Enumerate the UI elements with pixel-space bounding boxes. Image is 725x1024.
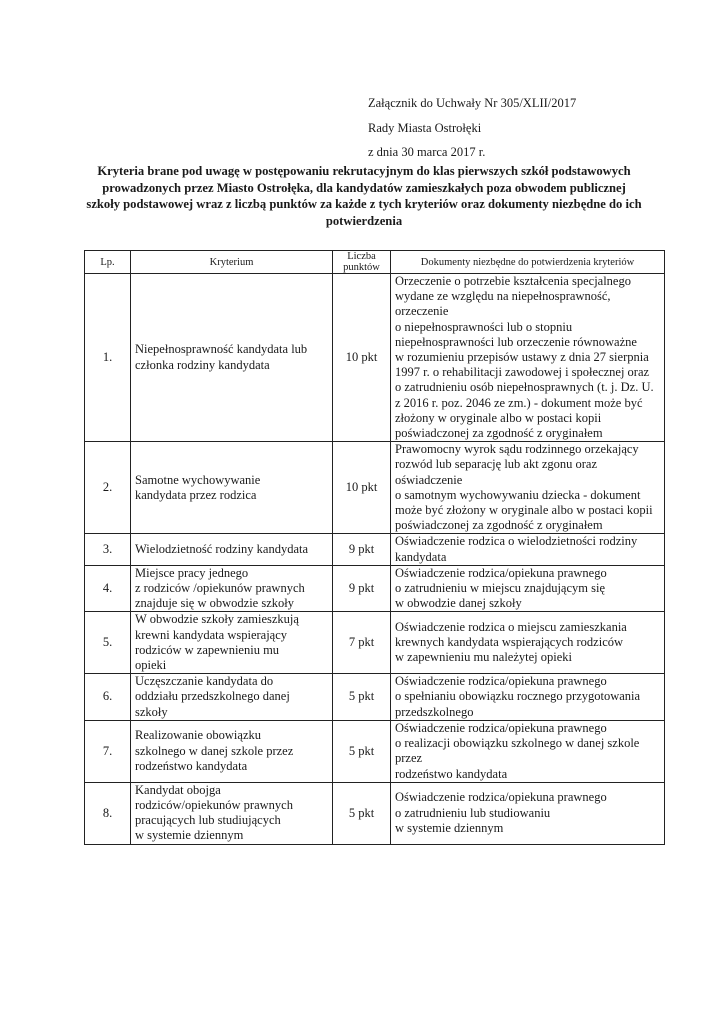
row-points: 9 pkt xyxy=(333,565,391,612)
header-documents: Dokumenty niezbędne do potwierdzenia kryteriów xyxy=(391,251,665,274)
row-criterion: Realizowanie obowiązku szkolnego w danej szkole przez rodzeństwo kandydata xyxy=(131,720,333,782)
criteria-table xyxy=(84,250,665,845)
table-row xyxy=(85,442,665,534)
row-number: 7. xyxy=(85,720,131,782)
row-criterion: Kandydat obojga rodziców/opiekunów prawnych pracujących lub studiujących w systemie dziennym xyxy=(131,782,333,844)
table-row xyxy=(85,674,665,721)
row-criterion: W obwodzie szkoły zamieszkują krewni kandydata wspierający rodziców w zapewnieniu mu opieki xyxy=(131,612,333,674)
row-points: 5 pkt xyxy=(333,720,391,782)
row-points: 9 pkt xyxy=(333,534,391,565)
row-number: 6. xyxy=(85,674,131,721)
table-row xyxy=(85,720,665,782)
document-title: Kryteria brane pod uwagę w postępowaniu rekrutacyjnym do klas pierwszych szkół podstawowych prowadzonych przez Miasto Ostrołęka, dla kandydatów zamieszkałych poza obwodem publicznej szkoły podstawowej wraz z liczbą punktów za każde z tych kryteriów oraz dokumenty niezbędne do ich potwierdzenia xyxy=(86,164,642,228)
row-criterion: Wielodzietność rodziny kandydata xyxy=(131,534,333,565)
row-points: 10 pkt xyxy=(333,442,391,534)
header-points: Liczba punktów xyxy=(333,251,391,274)
row-documents: Oświadczenie rodzica/opiekuna prawnego o zatrudnieniu lub studiowaniu w systemie dziennym xyxy=(391,782,665,844)
row-documents: Oświadczenie rodzica o miejscu zamieszkania krewnych kandydata wspierających rodziców w zapewnieniu mu należytej opieki xyxy=(391,612,665,674)
date-line: z dnia 30 marca 2017 r. xyxy=(368,145,486,159)
council-line: Rady Miasta Ostrołęki xyxy=(368,121,482,135)
row-documents: Orzeczenie o potrzebie kształcenia specjalnego wydane ze względu na niepełnosprawność, orzeczenie o niepełnosprawności lub o stopniu niepełnosprawności lub orzeczenie równoważne w rozumieniu przepisów ustawy z dnia 27 sierpnia 1997 r. o rehabilitacji zawodowej i społecznej oraz o zatrudnieniu osób niepełnosprawnych (t. j. Dz. U. z 2016 r. poz. 2046 ze zm.) - dokument może być złożony w oryginale albo w postaci kopii poświadczonej za zgodność z oryginałem xyxy=(391,274,665,442)
attachment-line: Załącznik do Uchwały Nr 305/XLII/2017 xyxy=(368,96,577,110)
row-number: 1. xyxy=(85,274,131,442)
table-row xyxy=(85,612,665,674)
row-criterion: Niepełnosprawność kandydata lub członka rodziny kandydata xyxy=(131,274,333,442)
row-number: 5. xyxy=(85,612,131,674)
row-documents: Oświadczenie rodzica o wielodzietności rodziny kandydata xyxy=(391,534,665,565)
table-row xyxy=(85,565,665,612)
row-criterion: Miejsce pracy jednego z rodziców /opiekunów prawnych znajduje się w obwodzie szkoły xyxy=(131,565,333,612)
row-documents: Oświadczenie rodzica/opiekuna prawnego o spełnianiu obowiązku rocznego przygotowania przedszkolnego xyxy=(391,674,665,721)
row-points: 5 pkt xyxy=(333,782,391,844)
row-points: 5 pkt xyxy=(333,674,391,721)
row-number: 4. xyxy=(85,565,131,612)
header-criterion: Kryterium xyxy=(131,251,333,274)
row-criterion: Samotne wychowywanie kandydata przez rodzica xyxy=(131,442,333,534)
table-row xyxy=(85,534,665,565)
table-row xyxy=(85,782,665,844)
row-documents: Oświadczenie rodzica/opiekuna prawnego o zatrudnieniu w miejscu znajdującym się w obwodzie danej szkoły xyxy=(391,565,665,612)
row-number: 2. xyxy=(85,442,131,534)
header-lp: Lp. xyxy=(85,251,131,274)
table-header-row xyxy=(85,251,665,274)
row-points: 10 pkt xyxy=(333,274,391,442)
row-points: 7 pkt xyxy=(333,612,391,674)
row-documents: Oświadczenie rodzica/opiekuna prawnego o realizacji obowiązku szkolnego w danej szkole przez rodzeństwo kandydata xyxy=(391,720,665,782)
table-row xyxy=(85,274,665,442)
row-number: 8. xyxy=(85,782,131,844)
row-criterion: Uczęszczanie kandydata do oddziału przedszkolnego danej szkoły xyxy=(131,674,333,721)
row-number: 3. xyxy=(85,534,131,565)
row-documents: Prawomocny wyrok sądu rodzinnego orzekający rozwód lub separację lub akt zgonu oraz oświadczenie o samotnym wychowywaniu dziecka - dokument może być złożony w oryginale albo w postaci kopii poświadczonej za zgodność z oryginałem xyxy=(391,442,665,534)
